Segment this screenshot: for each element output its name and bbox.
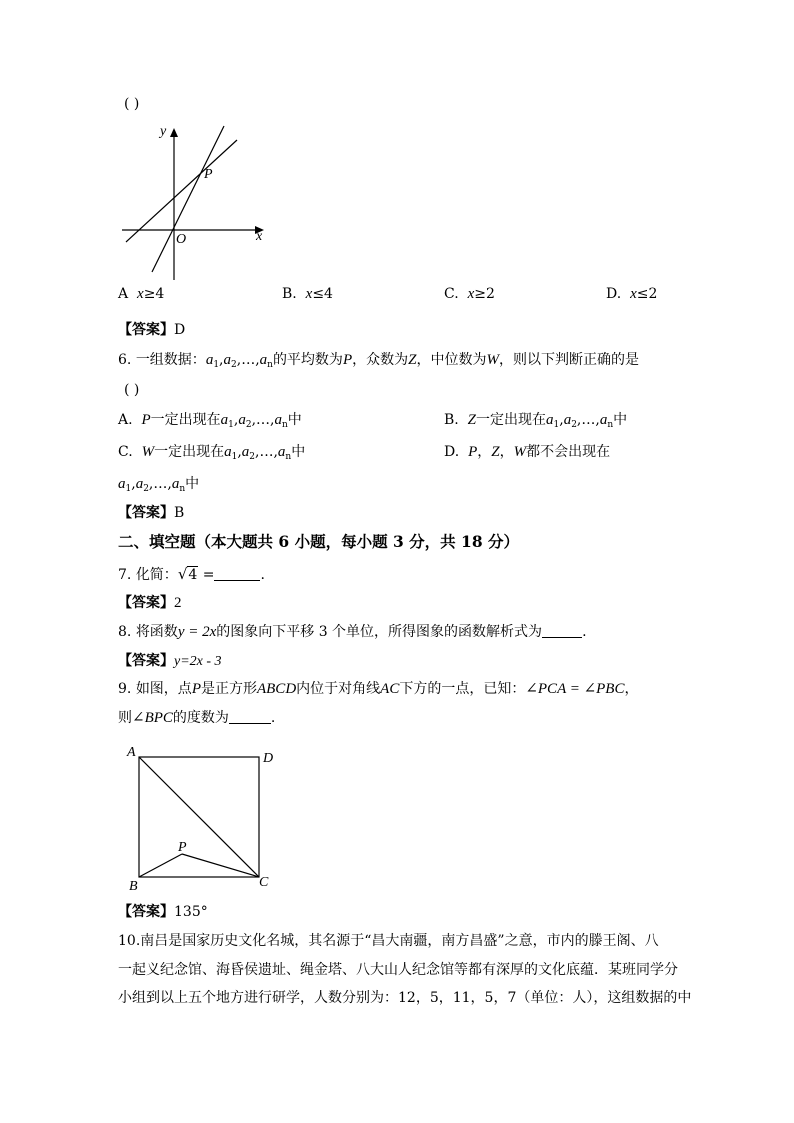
q5-graph xyxy=(118,120,278,280)
q7-answer-blank[interactable] xyxy=(214,566,260,581)
vertex-d-label: D xyxy=(263,751,274,766)
q9-stem-line1: 9. 如图，点P是正方形ABCD内位于对角线AC下方的一点，已知：∠PCA = ∠PBC， xyxy=(118,681,639,697)
x-axis xyxy=(122,226,264,234)
q5-option-c[interactable]: C. x≥2 xyxy=(444,286,495,302)
y-axis xyxy=(170,128,178,280)
origin-label: O xyxy=(176,232,187,247)
section-heading-fill-in: 二、填空题（本大题共 6 小题，每小题 3 分，共 18 分） xyxy=(118,532,520,551)
q8-answer: 【答案】y=2x - 3 xyxy=(118,653,222,669)
q9-answer-blank[interactable] xyxy=(229,709,271,724)
q5-option-d[interactable]: D. x≤2 xyxy=(606,286,658,302)
intersection-label: P xyxy=(204,167,213,182)
q6-option-a[interactable]: A. P一定出现在$a_1,a_2,\dots,a_n$中 xyxy=(118,412,302,430)
q6-option-b[interactable]: B. Z一定出现在$a_1,a_2,\dots,a_n$中 xyxy=(444,412,628,430)
q10-stem-line2: 一起义纪念馆、海昏侯遗址、绳金塔、八大山人纪念馆等都有深厚的文化底蕴．某班同学分 xyxy=(118,962,678,978)
q5-answer: 【答案】D xyxy=(118,322,186,338)
q5-option-b[interactable]: B. x≤4 xyxy=(282,286,333,302)
q6-option-d-cont: $a_1,a_2,\dots,a_n$中 xyxy=(118,476,200,494)
q5-answer-paren: ( ) xyxy=(124,96,140,112)
x-axis-label: x xyxy=(256,229,263,244)
q6-option-d[interactable]: D. P，Z，W都不会出现在 xyxy=(444,444,611,460)
radicand: 4 xyxy=(188,567,198,583)
vertex-c-label: C xyxy=(259,875,269,890)
q10-stem-line3: 小组到以上五个地方进行研学，人数分别为：12，5，11，5，7（单位：人），这组数据的中 xyxy=(118,990,692,1006)
q8-answer-blank[interactable] xyxy=(542,623,582,638)
line-shallow xyxy=(126,140,237,242)
q8-stem: 8. 将函数y = 2x的图象向下平移 3 个单位，所得图象的函数解析式为 . xyxy=(118,624,587,640)
q5-option-a[interactable]: A x≥4 xyxy=(118,286,165,302)
q7-stem: 7. 化简：√4 = . xyxy=(118,565,265,583)
q7-answer: 【答案】2 xyxy=(118,595,182,611)
vertex-a-label: A xyxy=(127,745,136,760)
q9-square-figure xyxy=(124,742,284,894)
point-p-label: P xyxy=(178,840,187,855)
q9-stem-line2: 则∠BPC的度数为 . xyxy=(118,710,276,726)
q6-stem: 6. 一组数据：$a_1,a_2,\dots,a_n$的平均数为P，众数为Z，中位数为W，则以下判断正确的是 xyxy=(118,352,639,370)
vertex-b-label: B xyxy=(129,879,138,894)
q6-answer: 【答案】B xyxy=(118,505,185,521)
line-steep xyxy=(152,126,224,272)
q9-answer: 【答案】135° xyxy=(118,904,208,920)
sqrt-symbol: √ xyxy=(177,565,188,583)
q6-answer-paren: ( ) xyxy=(124,382,140,398)
y-axis-label: y xyxy=(160,124,167,139)
q10-stem-line1: 10.南吕是国家历史文化名城，其名源于“昌大南疆，南方昌盛”之意，市内的滕王阁、八 xyxy=(118,933,659,949)
q6-option-c[interactable]: C. W一定出现在$a_1,a_2,\dots,a_n$中 xyxy=(118,444,306,462)
segment-bp xyxy=(139,854,182,877)
